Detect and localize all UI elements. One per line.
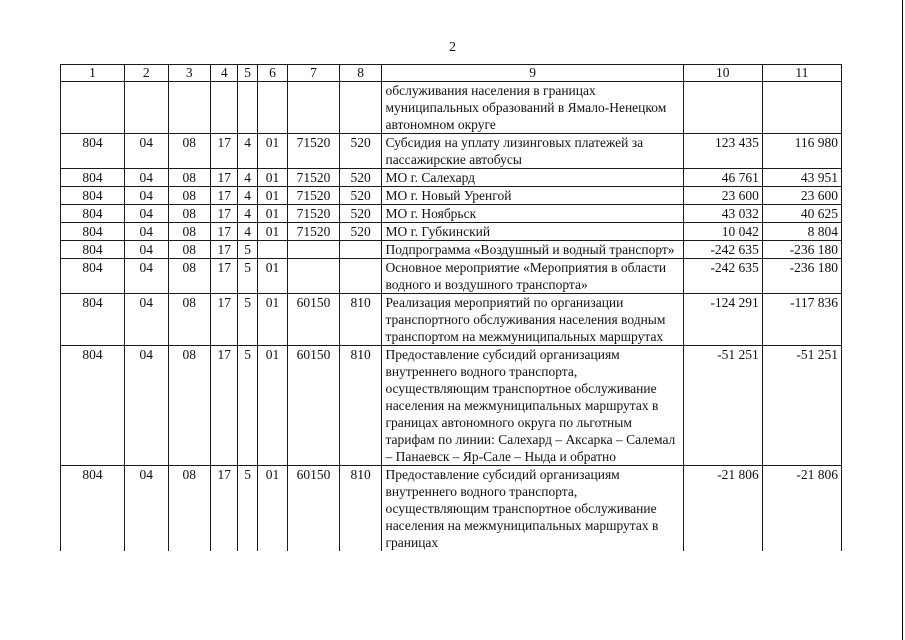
table-row [61, 223, 842, 241]
description-cell: обслуживания населения в границах муниципальных образований в Ямало-Ненецком автономном округе [382, 82, 683, 134]
section-cell: 04 [124, 294, 168, 346]
expense-type-cell: 810 [339, 466, 382, 552]
direction-cell: 71520 [288, 134, 340, 169]
subprogram-cell: 4 [238, 205, 257, 223]
column-header: 5 [238, 65, 257, 82]
program-cell: 17 [211, 294, 238, 346]
main-activity-cell: 01 [257, 187, 287, 205]
amount-year-2-cell: -21 806 [762, 466, 841, 552]
expense-type-cell: 810 [339, 346, 382, 466]
table-row [61, 466, 842, 552]
expense-type-cell: 520 [339, 205, 382, 223]
expense-type-cell: 520 [339, 187, 382, 205]
amount-year-2-cell: 43 951 [762, 169, 841, 187]
main-activity-cell: 01 [257, 346, 287, 466]
description-cell: Предоставление субсидий организациям внутреннего водного транспорта, осуществляющим транспортное обслуживание населения на межмуниципальных маршрутах в границах [382, 466, 683, 552]
description-cell: МО г. Салехард [382, 169, 683, 187]
subsection-cell: 08 [168, 169, 211, 187]
description-cell: Субсидия на уплату лизинговых платежей за пассажирские автобусы [382, 134, 683, 169]
subsection-cell [168, 82, 211, 134]
amount-year-1-cell [683, 82, 762, 134]
table-row [61, 259, 842, 294]
admin-code-cell: 804 [61, 241, 125, 259]
direction-cell: 71520 [288, 223, 340, 241]
main-activity-cell [257, 82, 287, 134]
description-cell: Реализация мероприятий по организации транспортного обслуживания населения водным транспортом на межмуниципальных маршрутах [382, 294, 683, 346]
admin-code-cell: 804 [61, 205, 125, 223]
table-row [61, 241, 842, 259]
description-cell: МО г. Губкинский [382, 223, 683, 241]
direction-cell: 71520 [288, 169, 340, 187]
table-row [61, 134, 842, 169]
subprogram-cell: 4 [238, 223, 257, 241]
program-cell [211, 82, 238, 134]
subprogram-cell: 4 [238, 187, 257, 205]
admin-code-cell: 804 [61, 223, 125, 241]
section-cell: 04 [124, 205, 168, 223]
main-activity-cell: 01 [257, 466, 287, 552]
direction-cell: 71520 [288, 205, 340, 223]
direction-cell: 60150 [288, 346, 340, 466]
section-cell: 04 [124, 259, 168, 294]
main-activity-cell: 01 [257, 259, 287, 294]
section-cell: 04 [124, 134, 168, 169]
program-cell: 17 [211, 169, 238, 187]
amount-year-1-cell: -51 251 [683, 346, 762, 466]
subprogram-cell: 5 [238, 241, 257, 259]
table-body [61, 82, 842, 552]
page-number: 2 [449, 40, 456, 55]
amount-year-1-cell: 43 032 [683, 205, 762, 223]
section-cell: 04 [124, 169, 168, 187]
admin-code-cell: 804 [61, 187, 125, 205]
table-header-row [61, 65, 842, 82]
subsection-cell: 08 [168, 134, 211, 169]
amount-year-1-cell: 46 761 [683, 169, 762, 187]
section-cell [124, 82, 168, 134]
section-cell: 04 [124, 466, 168, 552]
subprogram-cell: 5 [238, 466, 257, 552]
section-cell: 04 [124, 187, 168, 205]
expense-type-cell: 810 [339, 294, 382, 346]
amount-year-1-cell: -124 291 [683, 294, 762, 346]
table-row [61, 82, 842, 134]
amount-year-2-cell: -51 251 [762, 346, 841, 466]
admin-code-cell: 804 [61, 134, 125, 169]
subsection-cell: 08 [168, 205, 211, 223]
subprogram-cell [238, 82, 257, 134]
section-cell: 04 [124, 241, 168, 259]
description-cell: Основное мероприятие «Мероприятия в области водного и воздушного транспорта» [382, 259, 683, 294]
program-cell: 17 [211, 346, 238, 466]
program-cell: 17 [211, 134, 238, 169]
subsection-cell: 08 [168, 241, 211, 259]
amount-year-1-cell: 23 600 [683, 187, 762, 205]
subprogram-cell: 5 [238, 294, 257, 346]
subprogram-cell: 4 [238, 134, 257, 169]
table-row [61, 169, 842, 187]
program-cell: 17 [211, 241, 238, 259]
program-cell: 17 [211, 205, 238, 223]
amount-year-2-cell [762, 82, 841, 134]
column-header: 1 [61, 65, 125, 82]
column-header: 8 [339, 65, 382, 82]
subprogram-cell: 5 [238, 259, 257, 294]
description-cell: Подпрограмма «Воздушный и водный транспорт» [382, 241, 683, 259]
column-header: 4 [211, 65, 238, 82]
subprogram-cell: 4 [238, 169, 257, 187]
direction-cell: 71520 [288, 187, 340, 205]
program-cell: 17 [211, 187, 238, 205]
direction-cell [288, 259, 340, 294]
main-activity-cell [257, 241, 287, 259]
column-header: 9 [382, 65, 683, 82]
description-cell: МО г. Новый Уренгой [382, 187, 683, 205]
amount-year-1-cell: 10 042 [683, 223, 762, 241]
program-cell: 17 [211, 466, 238, 552]
direction-cell [288, 241, 340, 259]
description-cell: Предоставление субсидий организациям внутреннего водного транспорта, осуществляющим транспортное обслуживание населения на межмуниципальных маршрутах в границах автономного округа по льготным тарифам по линии: Салехард – Аксарка – Салемал – Панаевск – Яр-Сале – Ныда и обратно [382, 346, 683, 466]
amount-year-2-cell: 116 980 [762, 134, 841, 169]
subsection-cell: 08 [168, 187, 211, 205]
direction-cell: 60150 [288, 294, 340, 346]
expense-type-cell [339, 259, 382, 294]
column-header: 6 [257, 65, 287, 82]
subsection-cell: 08 [168, 466, 211, 552]
subprogram-cell: 5 [238, 346, 257, 466]
table-row [61, 346, 842, 466]
admin-code-cell: 804 [61, 259, 125, 294]
main-activity-cell: 01 [257, 169, 287, 187]
expense-type-cell: 520 [339, 134, 382, 169]
main-activity-cell: 01 [257, 223, 287, 241]
main-activity-cell: 01 [257, 205, 287, 223]
section-cell: 04 [124, 346, 168, 466]
scan-edge-line [902, 0, 903, 640]
expense-type-cell [339, 82, 382, 134]
admin-code-cell: 804 [61, 169, 125, 187]
amount-year-2-cell: 40 625 [762, 205, 841, 223]
section-cell: 04 [124, 223, 168, 241]
table-row [61, 187, 842, 205]
amount-year-2-cell: 23 600 [762, 187, 841, 205]
admin-code-cell: 804 [61, 466, 125, 552]
expense-type-cell: 520 [339, 223, 382, 241]
amount-year-2-cell: -236 180 [762, 241, 841, 259]
main-activity-cell: 01 [257, 294, 287, 346]
subsection-cell: 08 [168, 346, 211, 466]
direction-cell: 60150 [288, 466, 340, 552]
amount-year-2-cell: -117 836 [762, 294, 841, 346]
subsection-cell: 08 [168, 259, 211, 294]
amount-year-2-cell: 8 804 [762, 223, 841, 241]
column-header: 2 [124, 65, 168, 82]
column-header: 10 [683, 65, 762, 82]
subsection-cell: 08 [168, 223, 211, 241]
description-cell: МО г. Ноябрьск [382, 205, 683, 223]
column-header: 11 [762, 65, 841, 82]
expense-type-cell: 520 [339, 169, 382, 187]
program-cell: 17 [211, 259, 238, 294]
table-row [61, 205, 842, 223]
direction-cell [288, 82, 340, 134]
budget-table [60, 64, 842, 551]
subsection-cell: 08 [168, 294, 211, 346]
amount-year-1-cell: 123 435 [683, 134, 762, 169]
admin-code-cell [61, 82, 125, 134]
table-row [61, 294, 842, 346]
column-header: 3 [168, 65, 211, 82]
amount-year-1-cell: -242 635 [683, 259, 762, 294]
admin-code-cell: 804 [61, 294, 125, 346]
amount-year-2-cell: -236 180 [762, 259, 841, 294]
program-cell: 17 [211, 223, 238, 241]
amount-year-1-cell: -242 635 [683, 241, 762, 259]
main-activity-cell: 01 [257, 134, 287, 169]
expense-type-cell [339, 241, 382, 259]
amount-year-1-cell: -21 806 [683, 466, 762, 552]
admin-code-cell: 804 [61, 346, 125, 466]
column-header: 7 [288, 65, 340, 82]
